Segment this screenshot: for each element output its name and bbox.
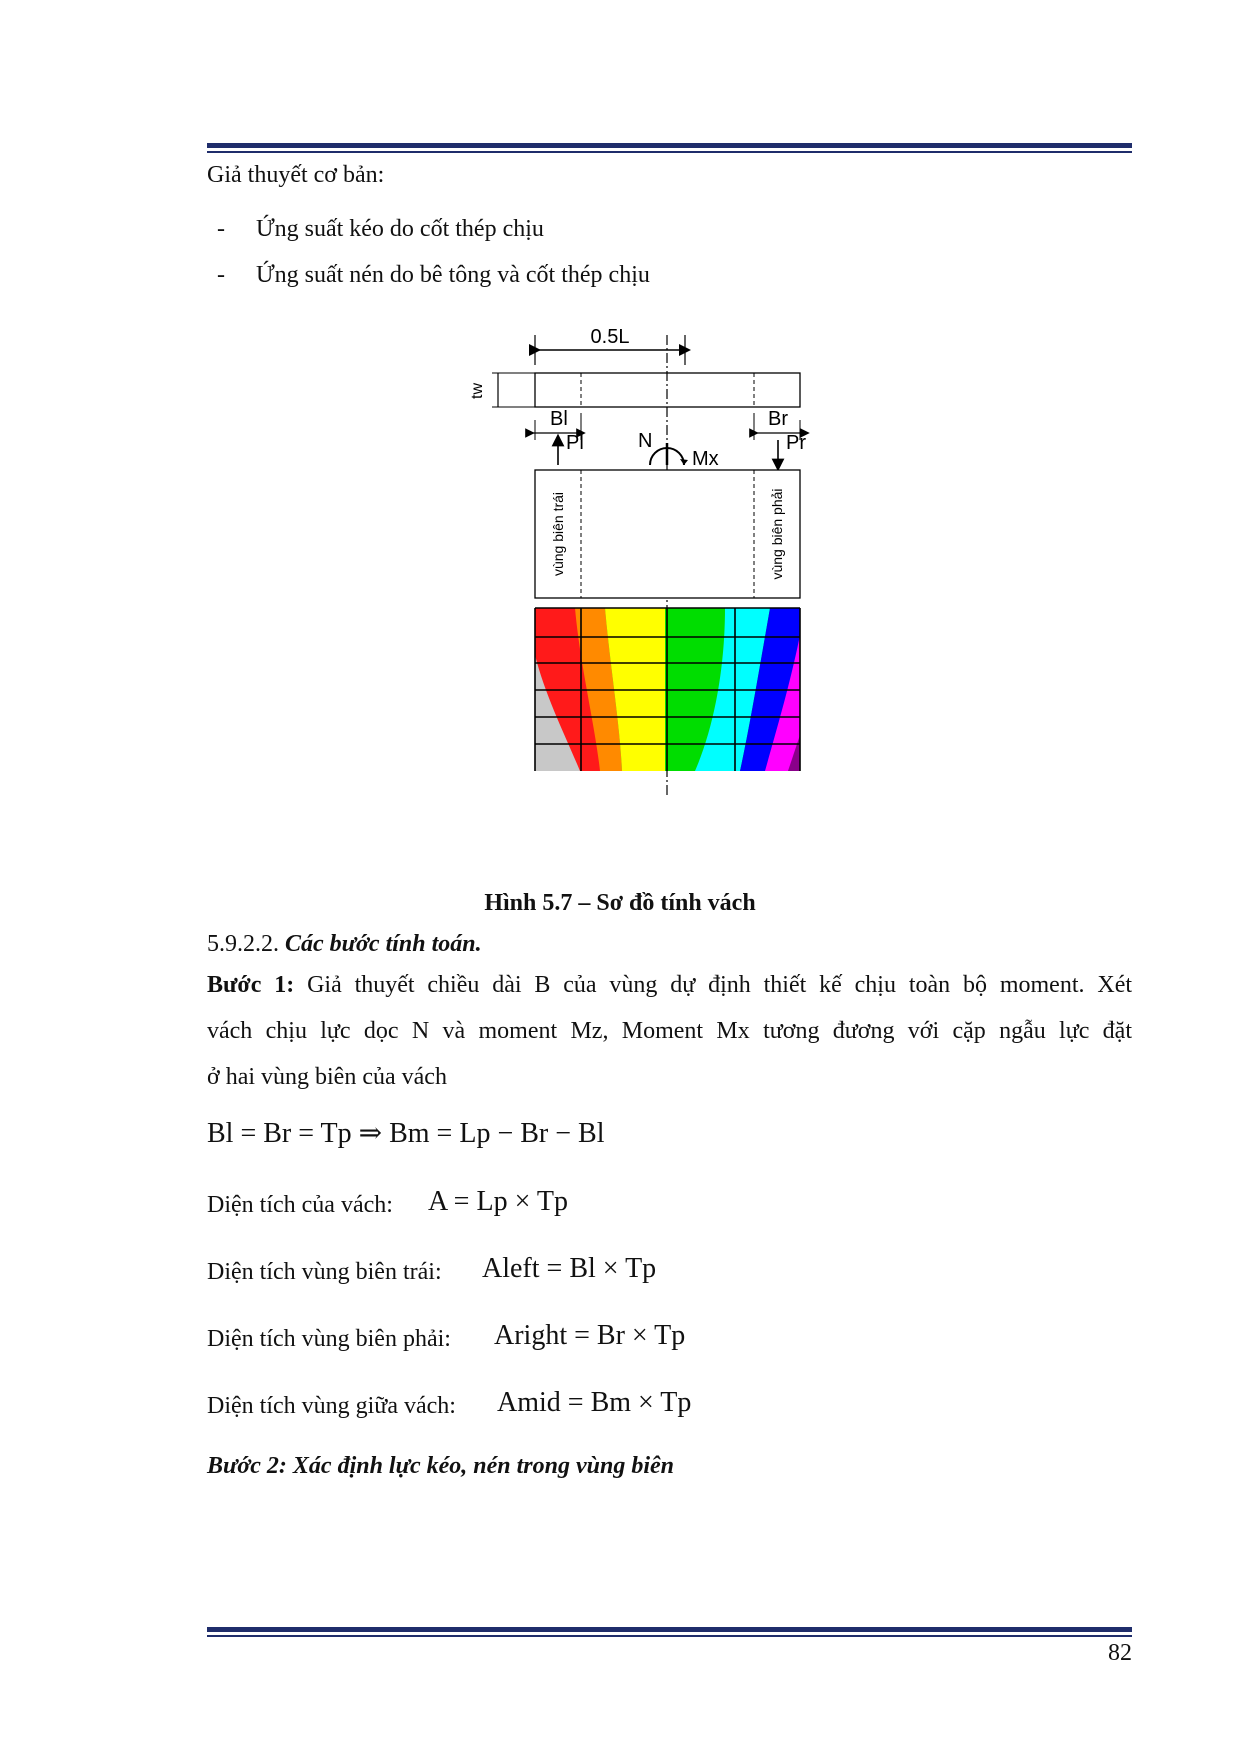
pl-label: Pl bbox=[566, 432, 584, 454]
pr-label: Pr bbox=[786, 432, 806, 454]
bullet-dash: - bbox=[217, 262, 225, 288]
header-rule bbox=[207, 143, 1132, 153]
left-area-formula: Aleft = Bl × Tp bbox=[482, 1253, 657, 1284]
step2-heading: Bước 2: Xác định lực kéo, nén trong vùng biên bbox=[207, 1453, 675, 1479]
figure-caption: Hình 5.7 – Sơ đồ tính vách bbox=[484, 890, 756, 916]
br-label: Br bbox=[768, 408, 788, 430]
wall-diagram bbox=[470, 325, 870, 860]
step1-label: Bước 1: bbox=[207, 972, 295, 998]
mx-label: Mx bbox=[692, 448, 719, 470]
tw-label: tw bbox=[470, 383, 486, 399]
left-area-label: Diện tích vùng biên trái: bbox=[207, 1259, 442, 1285]
mid-area-label: Diện tích vùng giữa vách: bbox=[207, 1393, 456, 1419]
bullet-item: Ứng suất kéo do cốt thép chịu bbox=[256, 216, 544, 242]
zone-right-label: vùng biên phải bbox=[769, 488, 785, 580]
area-formula: A = Lp × Tp bbox=[428, 1186, 568, 1217]
n-label: N bbox=[638, 430, 653, 452]
page-number: 82 bbox=[1108, 1640, 1132, 1666]
right-area-label: Diện tích vùng biên phải: bbox=[207, 1326, 451, 1352]
intro-text: Giả thuyết cơ bản: bbox=[207, 162, 385, 188]
section-heading bbox=[207, 931, 482, 958]
wall-diagram-figure bbox=[470, 325, 870, 860]
section-title: Các bước tính toán. bbox=[285, 931, 482, 957]
formula-main: Bl = Br = Tp ⇒ Bm = Lp − Br − Bl bbox=[207, 1118, 605, 1149]
mid-area-formula: Amid = Bm × Tp bbox=[497, 1387, 692, 1418]
section-number: 5.9.2.2. bbox=[207, 931, 279, 957]
bullet-item: Ứng suất nén do bê tông và cốt thép chịu bbox=[256, 262, 650, 288]
bullet-dash: - bbox=[217, 216, 225, 242]
area-label: Diện tích của vách: bbox=[207, 1192, 393, 1218]
bl-label: Bl bbox=[550, 408, 568, 430]
stress-contour bbox=[535, 608, 800, 771]
step1-line2: vách chịu lực dọc N và moment Mz, Moment Mx tương đương với cặp ngẫu lực đặt bbox=[207, 1018, 1132, 1044]
step1-line3: ở hai vùng biên của vách bbox=[207, 1064, 447, 1090]
step1-text: Giả thuyết chiều dài B của vùng dự định thiết kế chịu toàn bộ moment. Xét bbox=[307, 972, 1133, 998]
footer-rule bbox=[207, 1627, 1132, 1637]
dim-half-label: 0.5L bbox=[590, 326, 630, 348]
right-area-formula: Aright = Br × Tp bbox=[494, 1320, 686, 1351]
step1-line1 bbox=[207, 972, 1132, 999]
zone-left-label: vùng biên trái bbox=[550, 491, 566, 577]
